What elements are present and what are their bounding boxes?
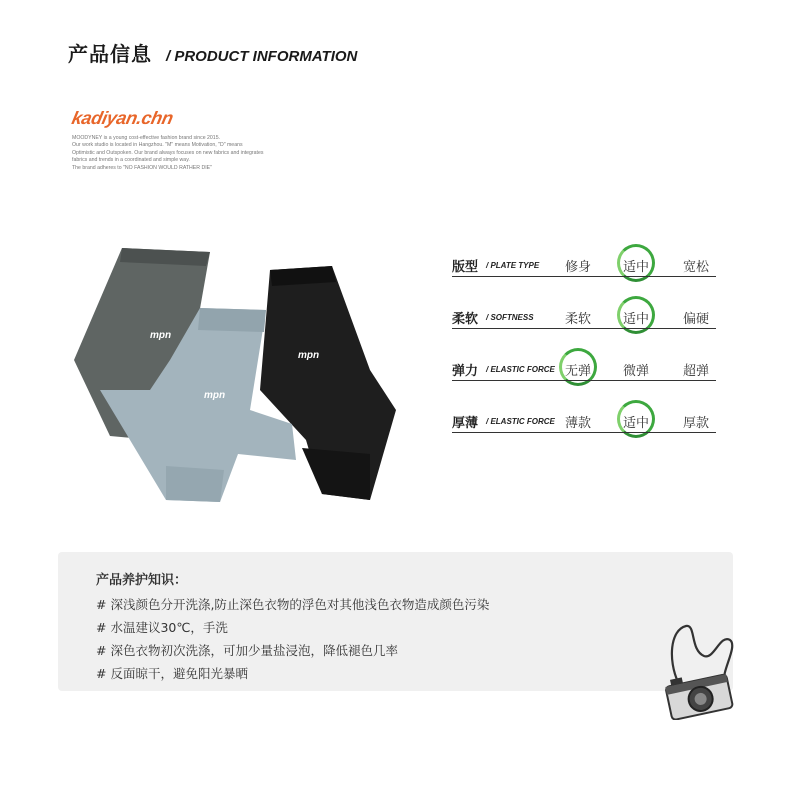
row-divider <box>452 276 716 277</box>
brand-line: Our work studio is located in Hangzhou. "M" means Motivation, "D" means <box>72 142 243 149</box>
section-header <box>68 38 357 67</box>
option-text: 薄款 <box>564 416 591 431</box>
option-text: 偏硬 <box>682 312 709 327</box>
attribute-label: 版型 <box>452 260 479 275</box>
care-title: 产品养护知识： <box>96 573 188 588</box>
attribute-sub: / PLATE TYPE <box>486 261 540 270</box>
brand-block <box>69 108 312 172</box>
brand-line: The brand adheres to "NO FASHION WOULD RATHER DIE" <box>72 164 212 171</box>
brand-line: Optimistic and Outspoken. Our brand always focuses on new fabrics and integrates <box>72 149 264 156</box>
care-panel <box>58 552 733 691</box>
attribute-table <box>452 248 716 456</box>
header-title-en: / PRODUCT INFORMATION <box>166 48 358 65</box>
attribute-row <box>452 352 716 404</box>
attribute-sub: / ELASTIC FORCE <box>486 417 555 426</box>
option-text: 无弹 <box>564 364 591 379</box>
option-text: 微弹 <box>622 364 649 379</box>
brand-line: fabrics and trends in a coordinated and simple way. <box>72 157 190 164</box>
header-title-zh: 产品信息 <box>68 42 152 66</box>
care-item: # 深色衣物初次洗涤，可加少量盐浸泡，降低褪色几率 <box>96 643 398 658</box>
row-divider <box>452 380 716 381</box>
brand-logo: kadiyan.chn <box>69 108 175 128</box>
brand-description <box>72 135 312 172</box>
option-text: 厚款 <box>682 416 709 431</box>
attribute-sub: / ELASTIC FORCE <box>486 365 555 374</box>
care-item: # 水温建议30℃，手洗 <box>96 620 228 635</box>
option-text: 柔软 <box>564 312 591 327</box>
option-text: 超弹 <box>682 364 709 379</box>
attribute-label: 柔软 <box>452 312 479 327</box>
care-item: # 反面晾干，避免阳光暴晒 <box>96 666 248 681</box>
pants-print-grey: mpn <box>150 330 172 341</box>
pants-print-blue: mpn <box>204 390 226 401</box>
attribute-label: 厚薄 <box>452 416 479 431</box>
attribute-label: 弹力 <box>452 364 479 379</box>
row-divider <box>452 432 716 433</box>
option-text: 宽松 <box>682 260 709 275</box>
attribute-sub: / SOFTNESS <box>486 313 534 322</box>
pants-print-black: mpn <box>298 350 320 361</box>
option-text: 适中 <box>622 260 649 275</box>
attribute-row <box>452 300 716 352</box>
camera-icon <box>660 620 740 720</box>
option-text: 适中 <box>622 416 649 431</box>
option-text: 修身 <box>564 260 591 275</box>
brand-line: MOODYNEY is a young cost-effective fashion brand since 2015. <box>72 135 221 141</box>
attribute-row <box>452 404 716 456</box>
attribute-row <box>452 248 716 300</box>
product-image-pants <box>70 240 400 510</box>
care-item: # 深浅颜色分开洗涤,防止深色衣物的浮色对其他浅色衣物造成颜色污染 <box>96 597 490 612</box>
option-text: 适中 <box>622 312 649 327</box>
row-divider <box>452 328 716 329</box>
